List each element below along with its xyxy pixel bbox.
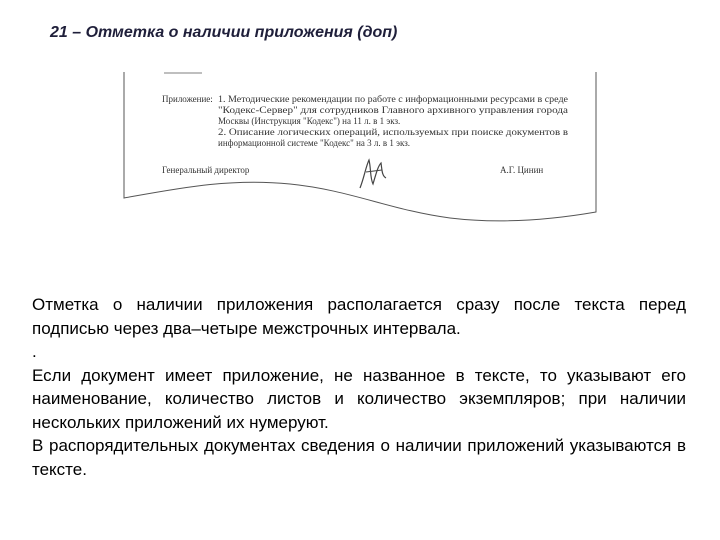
label-prilozhenie: Приложение: — [162, 94, 213, 104]
appendix-item-1-line-2: "Кодекс-Сервер" для сотрудников Главного архивного управления города — [218, 105, 568, 115]
paragraph-unnamed-appendix: Если документ имеет приложение, не названное в тексте, то указывают его наименование, количество листов и количество экземпляров; при наличии нескольких приложений их нумеруют. — [32, 365, 686, 432]
paragraph-administrative-docs: В распорядительных документах сведения о наличии приложений указываются в тексте. — [32, 436, 686, 479]
appendix-item-1-line-3: Москвы (Инструкция "Кодекс") на 11 л. в 1 экз. — [218, 116, 401, 126]
signer-name: А.Г. Цинин — [500, 165, 544, 175]
paragraph-placement: Отметка о наличии приложения располагается сразу после текста перед подписью через два–четыре межстрочных интервала. — [32, 295, 686, 338]
document-excerpt-image — [120, 70, 600, 240]
appendix-item-2-line-1: 2. Описание логических операций, используемых при поиске документов в — [218, 127, 568, 137]
signer-position: Генеральный директор — [162, 165, 250, 175]
body-text — [32, 293, 686, 481]
appendix-item-2-line-2: информационной системе "Кодекс" на 3 л. в 1 экз. — [218, 138, 411, 148]
paragraph-dot: . — [32, 342, 37, 361]
appendix-item-1-line-1: 1. Методические рекомендации по работе с информационными ресурсами в среде — [218, 94, 568, 104]
slide-title: 21 – Отметка о наличии приложения (доп) — [50, 24, 398, 41]
